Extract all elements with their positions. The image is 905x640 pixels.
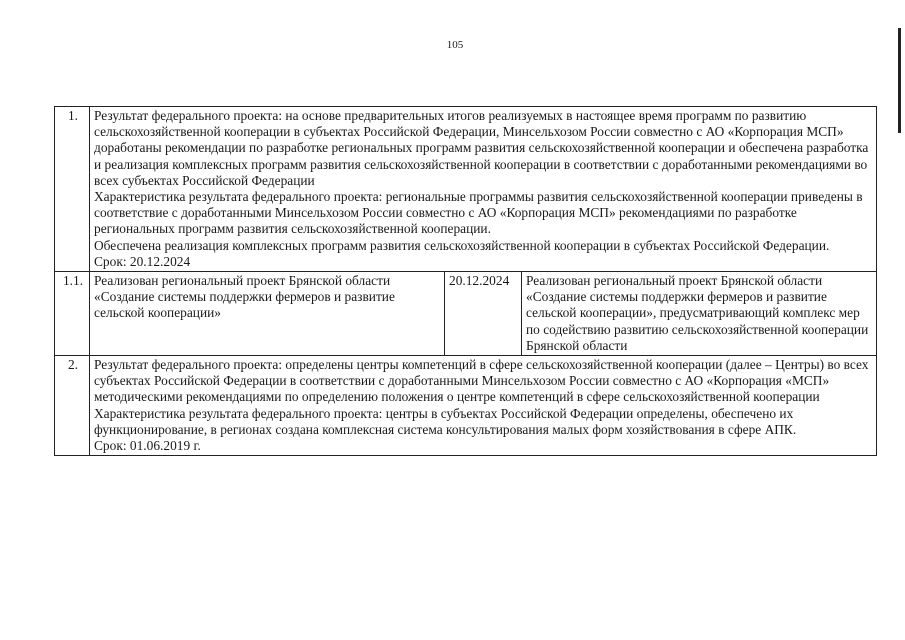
row-number: 1.1. bbox=[55, 272, 90, 356]
row-number: 2. bbox=[55, 356, 90, 456]
result-characteristic: Характеристика результата федерального проекта: центры в субъектах Российской Федерации определены, обеспечено их функционирование, в регионах создана комплексная система консультирования малых форм хозяйствования в сфере АПК. bbox=[94, 405, 797, 437]
result-cell bbox=[90, 356, 877, 456]
row-number: 1. bbox=[55, 107, 90, 272]
project-date-cell: 20.12.2024 bbox=[445, 272, 522, 356]
table-row bbox=[55, 107, 877, 272]
table-row bbox=[55, 272, 877, 356]
result-paragraph: Обеспечена реализация комплексных программ развития сельскохозяйственной кооперации в субъектах Российской Федерации. bbox=[94, 237, 830, 253]
project-description-cell: Реализован региональный проект Брянской области «Создание системы поддержки фермеров и развитие сельской кооперации», предусматривающий комплекс мер по содействию развитию сельскохозяйственной кооперации Брянской области bbox=[522, 272, 877, 356]
result-deadline: Срок: 20.12.2024 bbox=[94, 253, 191, 269]
result-deadline: Срок: 01.06.2019 г. bbox=[94, 438, 201, 454]
page-number: 105 bbox=[446, 39, 464, 51]
table-row bbox=[55, 356, 877, 456]
scan-edge-mark bbox=[898, 28, 901, 133]
results-table bbox=[54, 106, 877, 456]
project-name-cell: Реализован региональный проект Брянской области «Создание системы поддержки фермеров и развитие сельской кооперации» bbox=[90, 272, 445, 356]
result-paragraph: Результат федерального проекта: определены центры компетенций в сфере сельскохозяйственной кооперации (далее – Центры) во всех субъектах Российской Федерации в соответствии с доработанными Минсельхозом России совместно с АО «Корпорация «МСП» методическими рекомендациями по определению положения о центре компетенций в сфере сельскохозяйственной кооперации bbox=[94, 357, 869, 405]
result-cell bbox=[90, 107, 877, 272]
result-paragraph: Результат федерального проекта: на основе предварительных итогов реализуемых в настоящее время программ по развитию сельскохозяйственной кооперации в субъектах Российской Федерации, Минсельхозом России совместно с АО «Корпорация МСП» доработаны рекомендации по разработке региональных программ развития сельскохозяйственной кооперации и обеспечена разработка и реализация комплексных программ развития сельскохозяйственной кооперации в соответствии с доработанными рекомендациями во всех субъектах Российской Федерации bbox=[94, 108, 869, 188]
result-characteristic: Характеристика результата федерального проекта: региональные программы развития сельскохозяйственной кооперации приведены в соответствие с доработанными Минсельхозом России совместно с АО «Корпорация МСП» рекомендациями по разработке региональных программ развития сельскохозяйственной кооперации. bbox=[94, 189, 863, 237]
